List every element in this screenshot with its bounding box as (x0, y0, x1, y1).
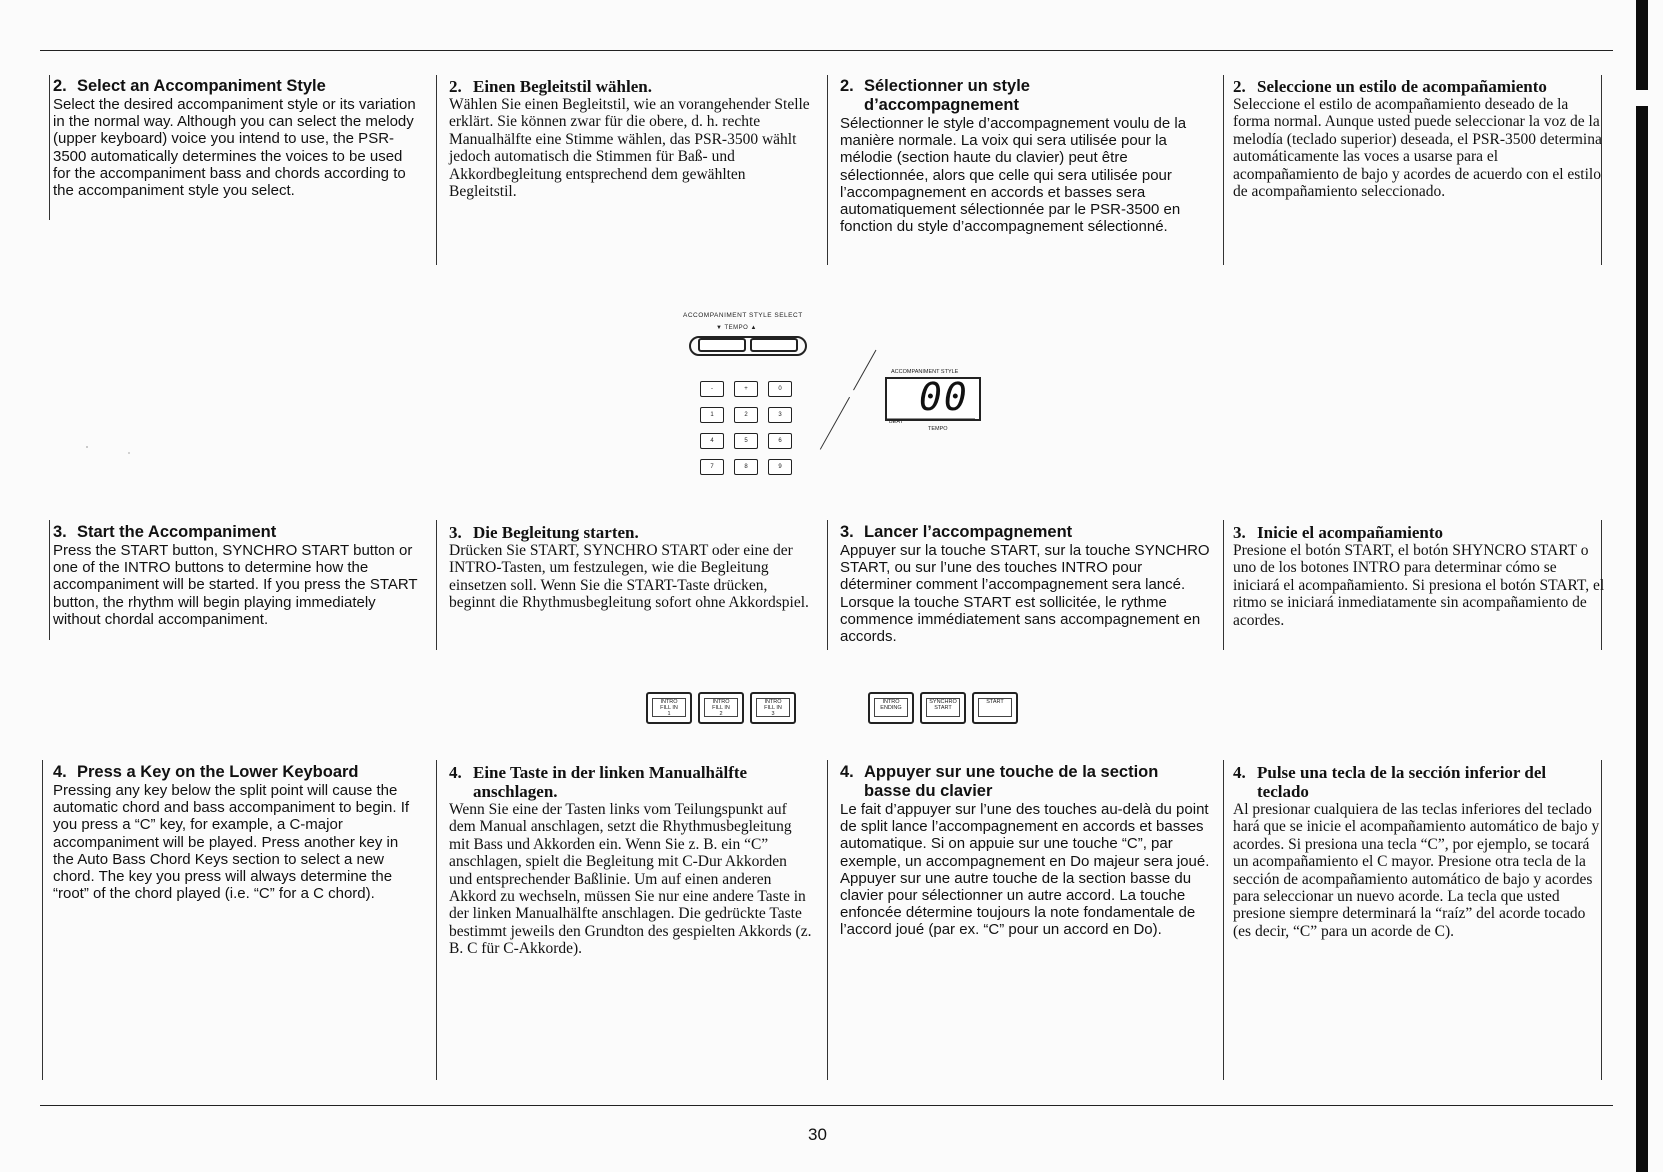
step3-german-title: 3. Die Begleitung starten. (449, 523, 639, 542)
step4-english-body: Pressing any key below the split point will cause the automatic chord and bass accompaniment to begin. If you press a “C” key, for example, a C-major accompaniment will be played. Press another key in the Auto Bass Chord Keys section to select a new chord. The key you press will always determine the “root” of the chord played (i.e. “C” for a C chord). (53, 782, 410, 903)
intro-fill-in-button-2[interactable] (698, 692, 744, 724)
step3-english-body: Press the START button, SYNCHRO START button or one of the INTRO buttons to determine how the accompaniment will be started. If you press the START button, the rhythm will begin playing immediately without chordal accompaniment. (53, 542, 418, 628)
step3-german-body: Drücken Sie START, SYNCHRO START oder eine der INTRO-Tasten, um festzulegen, wie die Begleitung einsetzen soll. Wenn Sie die START-Taste drücken, beginnt die Rhythmusbegleitung sofort ohne Akkordspiel. (449, 542, 809, 612)
display-value: 00 (919, 375, 969, 419)
step2-french-body: Sélectionner le style d’accompagnement voulu de la manière normale. La voix qui sera utilisée pour la mélodie (section haute du clavier) peut être sélectionnée, alors que celle qui sera utilisée pour l’accompagnement en accords et basses sera automatiquement sélectionnée par le PSR-3500 en fonction du style d’accompagnement sélectionné. (840, 115, 1187, 236)
intro-fill-in-button-1[interactable] (646, 692, 692, 724)
tempo-arrows-label: ▼ TEMPO ▲ (716, 325, 757, 331)
step2-german-body: Wählen Sie einen Begleitstil, wie an vorangehender Stelle erklärt. Sie können zwar für die obere, d. h. rechte Manualhälfte eine Stimme wählen, das PSR-3500 wählt jedoch automatisch die Stimmen für Baß- und Akkordbegleitung entsprechend dem gewählten Begleitstil. (449, 96, 810, 201)
step4-english-title: 4. Press a Key on the Lower Keyboard (53, 763, 359, 781)
display-label: ACCOMPANIMENT STYLE (891, 369, 959, 375)
step2-english-title: 2. Select an Accompaniment Style (53, 77, 326, 95)
intro-fill-in-button-label: INTRO FILL IN 1 (652, 698, 686, 717)
step4-spanish-title: 4. Pulse una tecla de la sección inferior del teclado (1233, 763, 1547, 801)
step2-french-title: 2. Sélectionner un style d’accompagnement (840, 77, 1030, 114)
step4-spanish-body: Al presionar cualquiera de las teclas inferiores del teclado hará que se inicie el acompañamiento automático de bajo y acordes. Si presiona una tecla “C”, por ejemplo, se tocará un acompañamiento el C mayor. Presione otra tecla de la sección de acompañamiento automático de bajo y acordes para seleccionar un nuevo acorde. La tecla que usted presione siempre determinará la “raíz” del acorde tocado (es decir, “C” para un acorde de C). (1233, 801, 1600, 940)
control-button-label: SYNCHRO START (926, 698, 960, 717)
tempo-display-label: TEMPO (928, 426, 948, 432)
step4-french-title: 4. Appuyer sur une touche de la section basse du clavier (840, 763, 1159, 800)
step4-german-body: Wenn Sie eine der Tasten links vom Teilungspunkt auf dem Manual anschlagen, setzt die Rhythmusbegleitung mit Bass und Akkorden ein. Wenn Sie z. B. ein “C” anschlagen, spielt die Begleitung mit C-Dur Akkorden und entsprechender Baßlinie. Um auf einen anderen Akkord zu wechseln, müssen Sie nur eine andere Taste in der linken Manualhälfte anschlagen. Die gedrückte Taste bestimmt jeweils den Grundton des gespielten Akkords (z. B. C für C-Akkorde). (449, 801, 812, 958)
step4-spanish (1233, 763, 1603, 940)
style-key-8[interactable]: 8 (734, 459, 758, 475)
control-button-label: INTRO ENDING (874, 698, 908, 717)
step2-german-title: 2. Einen Begleitstil wählen. (449, 77, 652, 96)
style-key-minus[interactable]: - (700, 381, 724, 397)
style-key-7[interactable]: 7 (700, 459, 724, 475)
style-key-5[interactable]: 5 (734, 433, 758, 449)
style-select-title: ACCOMPANIMENT STYLE SELECT (683, 312, 803, 319)
step3-spanish-title: 3. Inicie el acompañamiento (1233, 523, 1444, 542)
step2-english-body: Select the desired accompaniment style or its variation in the normal way. Although you can select the melody (upper keyboard) voice you intend to use, the PSR-3500 automatically determines the voices to be used for the accompaniment bass and chords according to the accompaniment style you select. (53, 96, 416, 200)
control-button-label: START (978, 698, 1012, 717)
style-key-0[interactable]: 0 (768, 381, 792, 397)
step3-french (840, 523, 1210, 645)
step4-german-title: 4. Eine Taste in der linken Manualhälfte anschlagen. (449, 763, 748, 801)
step4-english (53, 763, 418, 902)
step3-german (449, 523, 814, 612)
intro-fill-in-button-label: INTRO FILL IN 2 (704, 698, 738, 717)
style-key-2[interactable]: 2 (734, 407, 758, 423)
intro-fill-in-button-3[interactable] (750, 692, 796, 724)
step4-german (449, 763, 814, 958)
step2-spanish-title: 2. Seleccione un estilo de acompañamiento (1233, 77, 1547, 96)
style-key-3[interactable]: 3 (768, 407, 792, 423)
style-key-4[interactable]: 4 (700, 433, 724, 449)
step4-french-body: Le fait d’appuyer sur l’une des touches au-delà du point de split lance l’accompagnement en accords et basses automatique. Si on appuie sur une touche “C”, par exemple, un accompagnement en Do majeur sera joué. Appuyer sur une autre touche de la section basse du clavier pour sélectionner un autre accord. La touche enfoncée détermine toujours la note fondamentale de l’accord joué (par ex. “C” pour un accord en Do). (840, 801, 1210, 939)
control-button-2[interactable] (920, 692, 966, 724)
control-button-1[interactable] (868, 692, 914, 724)
style-key-1[interactable]: 1 (700, 407, 724, 423)
step4-french (840, 763, 1210, 939)
beat-label: BEAT (889, 419, 903, 425)
step3-french-body: Appuyer sur la touche START, sur la touche SYNCHRO START, ou sur l’une des touches INTRO pour déterminer comment l’accompagnement sera lancé. Lorsque la touche START est sollicitée, le rythme commence immédiatement sans accompagnement en accords. (840, 542, 1210, 646)
step3-spanish (1233, 523, 1605, 629)
step2-spanish-body: Seleccione el estilo de acompañamiento deseado de la forma normal. Aunque usted puede seleccionar la voz de la melodía (teclado superior) deseada, el PSR-3500 determina automáticamente las voces a usarse para el acompañamiento de bajo y acordes de acuerdo con el estilo de acompañamiento seleccionado. (1233, 96, 1602, 201)
step3-french-title: 3. Lancer l’accompagnement (840, 523, 1073, 541)
step3-spanish-body: Presione el botón START, el botón SHYNCRO START o uno de los botones INTRO para determinar cómo se iniciará el acompañamiento. Si presiona el botón START, el ritmo se iniciará inmediatamente sin acompañamiento de acordes. (1233, 542, 1605, 629)
style-key-6[interactable]: 6 (768, 433, 792, 449)
intro-fill-in-button-label: INTRO FILL IN 3 (756, 698, 790, 717)
style-key-9[interactable]: 9 (768, 459, 792, 475)
control-button-3[interactable] (972, 692, 1018, 724)
step3-english-title: 3. Start the Accompaniment (53, 523, 277, 541)
step3-english (53, 523, 418, 628)
page-number: 30 (808, 1125, 827, 1144)
style-key-plus[interactable]: + (734, 381, 758, 397)
